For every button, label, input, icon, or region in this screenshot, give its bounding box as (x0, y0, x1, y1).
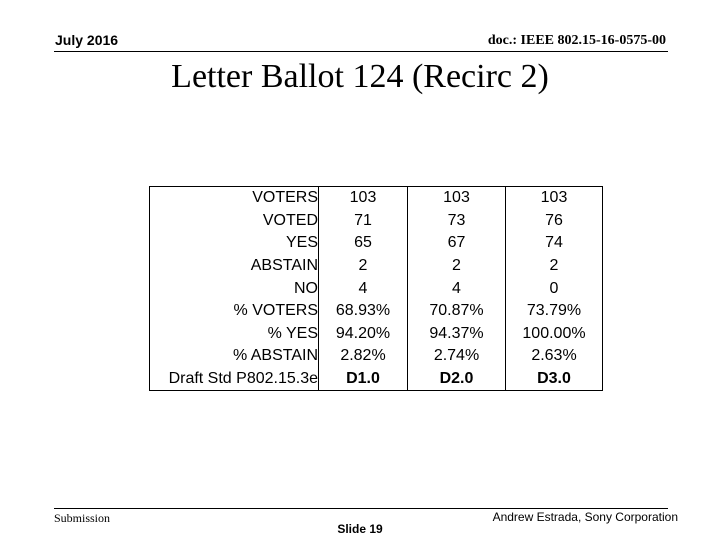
footer-rule (54, 508, 668, 509)
table-row (150, 323, 603, 346)
table-cell: 65 (319, 232, 408, 255)
table-row (150, 345, 603, 368)
table-cell: 103 (408, 187, 506, 210)
ballot-results-table (149, 186, 603, 391)
footer-submission: Submission (54, 511, 111, 525)
table-cell: 2 (319, 255, 408, 278)
header-doc-id: doc.: IEEE 802.15-16-0575-00 (487, 33, 666, 48)
table-cell: 94.20% (319, 323, 408, 346)
table-row (150, 210, 603, 233)
footer-slide-number: Slide 19 (337, 522, 383, 536)
table-row (150, 187, 603, 210)
row-label: VOTED (150, 210, 319, 233)
table-cell: 4 (408, 277, 506, 300)
row-label: ABSTAIN (150, 255, 319, 278)
row-label: VOTERS (150, 187, 319, 210)
row-label: NO (150, 277, 319, 300)
row-label: YES (150, 232, 319, 255)
table-row (150, 255, 603, 278)
table-row (150, 232, 603, 255)
table-cell: 70.87% (408, 300, 506, 323)
table-cell: 4 (319, 277, 408, 300)
table-cell: 2 (506, 255, 603, 278)
table-cell: 94.37% (408, 323, 506, 346)
table-cell: 103 (506, 187, 603, 210)
table-row (150, 277, 603, 300)
row-label: % VOTERS (150, 300, 319, 323)
slide-title: Letter Ballot 124 (Recirc 2) (171, 58, 549, 95)
table-cell: 74 (506, 232, 603, 255)
table-cell: 73.79% (506, 300, 603, 323)
row-label: % YES (150, 323, 319, 346)
table-cell: 2.63% (506, 345, 603, 368)
table-cell: D2.0 (408, 368, 506, 391)
table-row (150, 368, 603, 391)
table-cell: 71 (319, 210, 408, 233)
table-cell: D3.0 (506, 368, 603, 391)
table-cell: 76 (506, 210, 603, 233)
table-cell: 2.82% (319, 345, 408, 368)
table-cell: 67 (408, 232, 506, 255)
table-cell: D1.0 (319, 368, 408, 391)
footer-author: Andrew Estrada, Sony Corporation (492, 510, 678, 524)
table-cell: 100.00% (506, 323, 603, 346)
table-cell: 68.93% (319, 300, 408, 323)
table-cell: 0 (506, 277, 603, 300)
row-label: % ABSTAIN (150, 345, 319, 368)
table-cell: 2.74% (408, 345, 506, 368)
table-cell: 2 (408, 255, 506, 278)
table-cell: 103 (319, 187, 408, 210)
header-rule (54, 51, 668, 52)
row-label: Draft Std P802.15.3e (150, 368, 319, 391)
table-row (150, 300, 603, 323)
header-date: July 2016 (55, 32, 119, 48)
table-cell: 73 (408, 210, 506, 233)
